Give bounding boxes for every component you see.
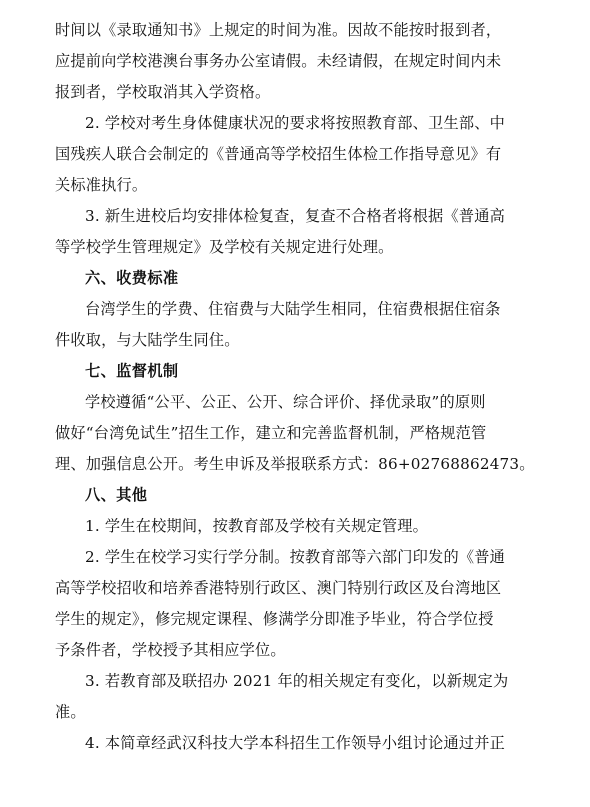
paragraph-line: 予条件者，学校授予其相应学位。 [55, 641, 286, 659]
paragraph-line: 做好“台湾免试生”招生工作，建立和完善监督机制，严格规范管 [55, 424, 487, 442]
paragraph-line: 2. 学校对考生身体健康状况的要求将按照教育部、卫生部、中 [85, 114, 505, 132]
paragraph-line: 理、加强信息公开。考生申诉及举报联系方式：86+02768862473。 [55, 455, 535, 473]
paragraph-line: 1. 学生在校期间，按教育部及学校有关规定管理。 [85, 517, 429, 535]
section-heading: 七、监督机制 [85, 362, 179, 380]
paragraph-line: 关标准执行。 [55, 176, 148, 194]
paragraph-line: 件收取，与大陆学生同住。 [55, 331, 240, 349]
paragraph-line: 高等学校招收和培养香港特别行政区、澳门特别行政区及台湾地区 [55, 579, 502, 597]
paragraph-line: 3. 新生进校后均安排体检复查，复查不合格者将根据《普通高 [85, 207, 505, 225]
section-heading: 六、收费标准 [85, 269, 179, 287]
paragraph-line: 应提前向学校港澳台事务办公室请假。未经请假，在规定时间内未 [55, 52, 502, 70]
paragraph-line: 时间以《录取通知书》上规定的时间为准。因故不能按时报到者， [55, 21, 502, 39]
section-heading: 八、其他 [85, 486, 148, 504]
paragraph-line: 学生的规定》，修完规定课程、修满学分即准予毕业，符合学位授 [55, 610, 494, 628]
paragraph-line: 准。 [55, 703, 86, 721]
paragraph-line: 2. 学生在校学习实行学分制。按教育部等六部门印发的《普通 [85, 548, 505, 566]
paragraph-line: 国残疾人联合会制定的《普通高等学校招生体检工作指导意见》有 [55, 145, 502, 163]
paragraph-line: 学校遵循“公平、公正、公开、综合评价、择优录取”的原则 [85, 393, 486, 411]
paragraph-line: 4. 本简章经武汉科技大学本科招生工作领导小组讨论通过并正 [85, 734, 505, 752]
paragraph-line: 报到者，学校取消其入学资格。 [55, 83, 271, 101]
paragraph-line: 3. 若教育部及联招办 2021 年的相关规定有变化，以新规定为 [85, 672, 509, 690]
paragraph-line: 等学校学生管理规定》及学校有关规定进行处理。 [55, 238, 394, 256]
paragraph-line: 台湾学生的学费、住宿费与大陆学生相同，住宿费根据住宿条 [85, 300, 501, 318]
